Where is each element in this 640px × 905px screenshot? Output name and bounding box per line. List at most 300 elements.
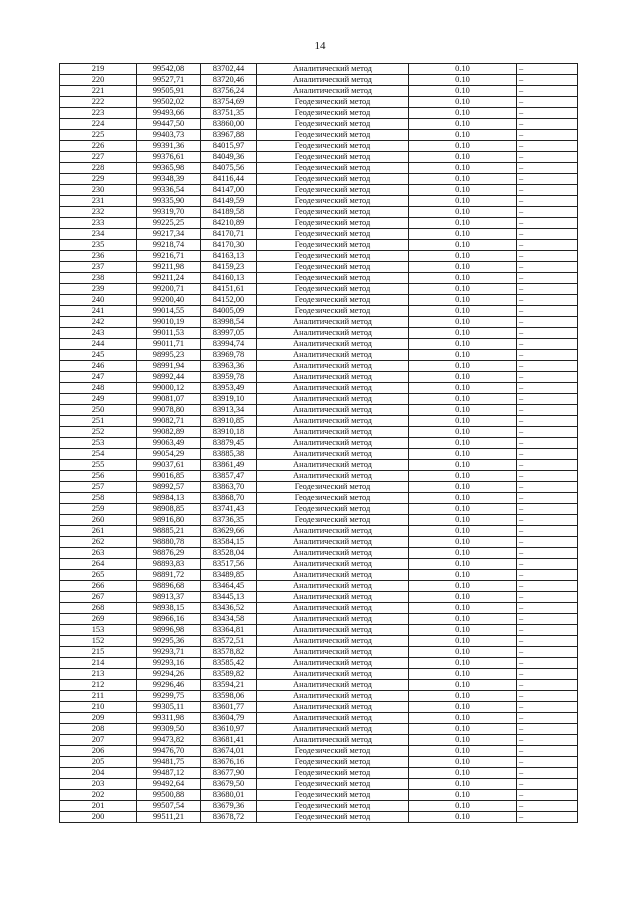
method-cell: Геодезический метод [257,119,409,130]
x-coordinate-cell: 98885,21 [137,526,201,537]
point-number-cell: 219 [60,64,137,75]
y-coordinate-cell: 83436,52 [201,603,257,614]
method-cell: Аналитический метод [257,570,409,581]
x-coordinate-cell: 99403,73 [137,130,201,141]
x-coordinate-cell: 99082,71 [137,416,201,427]
precision-cell: 0.10 [409,372,517,383]
note-cell: – [517,64,578,75]
table-row [60,383,578,394]
precision-cell: 0.10 [409,361,517,372]
precision-cell: 0.10 [409,768,517,779]
note-cell: – [517,746,578,757]
table-row [60,713,578,724]
y-coordinate-cell: 83674,01 [201,746,257,757]
point-number-cell: 263 [60,548,137,559]
precision-cell: 0.10 [409,295,517,306]
precision-cell: 0.10 [409,515,517,526]
x-coordinate-cell: 99527,71 [137,75,201,86]
note-cell: – [517,97,578,108]
precision-cell: 0.10 [409,449,517,460]
precision-cell: 0.10 [409,174,517,185]
x-coordinate-cell: 99000,12 [137,383,201,394]
note-cell: – [517,152,578,163]
table-row [60,603,578,614]
precision-cell: 0.10 [409,350,517,361]
y-coordinate-cell: 83861,49 [201,460,257,471]
table-row [60,471,578,482]
note-cell: – [517,779,578,790]
precision-cell: 0.10 [409,163,517,174]
precision-cell: 0.10 [409,405,517,416]
x-coordinate-cell: 98913,37 [137,592,201,603]
method-cell: Аналитический метод [257,603,409,614]
note-cell: – [517,680,578,691]
precision-cell: 0.10 [409,196,517,207]
x-coordinate-cell: 98992,57 [137,482,201,493]
y-coordinate-cell: 83681,41 [201,735,257,746]
table-row [60,64,578,75]
y-coordinate-cell: 83589,82 [201,669,257,680]
x-coordinate-cell: 99309,50 [137,724,201,735]
point-number-cell: 223 [60,108,137,119]
x-coordinate-cell: 99299,75 [137,691,201,702]
method-cell: Геодезический метод [257,152,409,163]
x-coordinate-cell: 98896,68 [137,581,201,592]
precision-cell: 0.10 [409,669,517,680]
point-number-cell: 234 [60,229,137,240]
point-number-cell: 201 [60,801,137,812]
point-number-cell: 246 [60,361,137,372]
method-cell: Геодезический метод [257,295,409,306]
table-row [60,361,578,372]
x-coordinate-cell: 98893,83 [137,559,201,570]
precision-cell: 0.10 [409,625,517,636]
x-coordinate-cell: 99493,66 [137,108,201,119]
note-cell: – [517,108,578,119]
method-cell: Геодезический метод [257,108,409,119]
method-cell: Геодезический метод [257,284,409,295]
precision-cell: 0.10 [409,603,517,614]
point-number-cell: 240 [60,295,137,306]
precision-cell: 0.10 [409,647,517,658]
coordinates-table [59,63,578,823]
table-row [60,108,578,119]
point-number-cell: 222 [60,97,137,108]
x-coordinate-cell: 99542,08 [137,64,201,75]
table-row [60,152,578,163]
y-coordinate-cell: 83517,56 [201,559,257,570]
x-coordinate-cell: 99376,61 [137,152,201,163]
point-number-cell: 205 [60,757,137,768]
x-coordinate-cell: 99081,07 [137,394,201,405]
precision-cell: 0.10 [409,658,517,669]
point-number-cell: 206 [60,746,137,757]
table-row [60,592,578,603]
table-row [60,427,578,438]
note-cell: – [517,702,578,713]
precision-cell: 0.10 [409,471,517,482]
x-coordinate-cell: 99295,36 [137,636,201,647]
y-coordinate-cell: 84147,00 [201,185,257,196]
table-row [60,130,578,141]
note-cell: – [517,119,578,130]
precision-cell: 0.10 [409,537,517,548]
y-coordinate-cell: 83680,01 [201,790,257,801]
table-row [60,537,578,548]
y-coordinate-cell: 83610,97 [201,724,257,735]
point-number-cell: 214 [60,658,137,669]
x-coordinate-cell: 99011,53 [137,328,201,339]
table-row [60,405,578,416]
note-cell: – [517,427,578,438]
x-coordinate-cell: 99016,85 [137,471,201,482]
table-row [60,702,578,713]
method-cell: Аналитический метод [257,559,409,570]
y-coordinate-cell: 83741,43 [201,504,257,515]
precision-cell: 0.10 [409,328,517,339]
note-cell: – [517,768,578,779]
x-coordinate-cell: 99348,39 [137,174,201,185]
y-coordinate-cell: 83578,82 [201,647,257,658]
point-number-cell: 227 [60,152,137,163]
point-number-cell: 260 [60,515,137,526]
note-cell: – [517,493,578,504]
y-coordinate-cell: 83857,47 [201,471,257,482]
point-number-cell: 209 [60,713,137,724]
note-cell: – [517,691,578,702]
precision-cell: 0.10 [409,801,517,812]
x-coordinate-cell: 99010,19 [137,317,201,328]
table-row [60,262,578,273]
note-cell: – [517,471,578,482]
x-coordinate-cell: 98992,44 [137,372,201,383]
method-cell: Аналитический метод [257,735,409,746]
precision-cell: 0.10 [409,504,517,515]
y-coordinate-cell: 84189,58 [201,207,257,218]
precision-cell: 0.10 [409,460,517,471]
method-cell: Аналитический метод [257,449,409,460]
note-cell: – [517,262,578,273]
y-coordinate-cell: 83994,74 [201,339,257,350]
point-number-cell: 266 [60,581,137,592]
note-cell: – [517,614,578,625]
table-row [60,559,578,570]
method-cell: Аналитический метод [257,713,409,724]
table-row [60,482,578,493]
precision-cell: 0.10 [409,97,517,108]
point-number-cell: 232 [60,207,137,218]
x-coordinate-cell: 98880,78 [137,537,201,548]
x-coordinate-cell: 99211,24 [137,273,201,284]
x-coordinate-cell: 99225,25 [137,218,201,229]
table-row [60,614,578,625]
page-number: 14 [314,40,326,52]
y-coordinate-cell: 83963,36 [201,361,257,372]
method-cell: Геодезический метод [257,207,409,218]
method-cell: Аналитический метод [257,581,409,592]
point-number-cell: 203 [60,779,137,790]
y-coordinate-cell: 83598,06 [201,691,257,702]
note-cell: – [517,724,578,735]
x-coordinate-cell: 99391,36 [137,141,201,152]
x-coordinate-cell: 98984,13 [137,493,201,504]
table-row [60,306,578,317]
note-cell: – [517,526,578,537]
note-cell: – [517,141,578,152]
precision-cell: 0.10 [409,493,517,504]
point-number-cell: 225 [60,130,137,141]
point-number-cell: 200 [60,812,137,823]
x-coordinate-cell: 98991,94 [137,361,201,372]
x-coordinate-cell: 99054,29 [137,449,201,460]
y-coordinate-cell: 83919,10 [201,394,257,405]
method-cell: Геодезический метод [257,768,409,779]
note-cell: – [517,218,578,229]
x-coordinate-cell: 98891,72 [137,570,201,581]
x-coordinate-cell: 99200,71 [137,284,201,295]
table-row [60,669,578,680]
note-cell: – [517,636,578,647]
point-number-cell: 255 [60,460,137,471]
note-cell: – [517,372,578,383]
note-cell: – [517,75,578,86]
method-cell: Геодезический метод [257,163,409,174]
y-coordinate-cell: 83601,77 [201,702,257,713]
table-row [60,515,578,526]
method-cell: Геодезический метод [257,251,409,262]
precision-cell: 0.10 [409,790,517,801]
y-coordinate-cell: 83434,58 [201,614,257,625]
table-row [60,174,578,185]
point-number-cell: 264 [60,559,137,570]
y-coordinate-cell: 83754,69 [201,97,257,108]
precision-cell: 0.10 [409,757,517,768]
x-coordinate-cell: 99294,26 [137,669,201,680]
note-cell: – [517,537,578,548]
point-number-cell: 237 [60,262,137,273]
precision-cell: 0.10 [409,548,517,559]
precision-cell: 0.10 [409,482,517,493]
method-cell: Геодезический метод [257,185,409,196]
table-row [60,570,578,581]
y-coordinate-cell: 84210,89 [201,218,257,229]
note-cell: – [517,658,578,669]
method-cell: Геодезический метод [257,790,409,801]
point-number-cell: 241 [60,306,137,317]
y-coordinate-cell: 83572,51 [201,636,257,647]
x-coordinate-cell: 99319,70 [137,207,201,218]
x-coordinate-cell: 99216,71 [137,251,201,262]
point-number-cell: 256 [60,471,137,482]
precision-cell: 0.10 [409,812,517,823]
precision-cell: 0.10 [409,581,517,592]
y-coordinate-cell: 84149,59 [201,196,257,207]
point-number-cell: 236 [60,251,137,262]
note-cell: – [517,790,578,801]
point-number-cell: 247 [60,372,137,383]
method-cell: Аналитический метод [257,460,409,471]
y-coordinate-cell: 84005,09 [201,306,257,317]
x-coordinate-cell: 99311,98 [137,713,201,724]
note-cell: – [517,383,578,394]
method-cell: Аналитический метод [257,471,409,482]
point-number-cell: 204 [60,768,137,779]
x-coordinate-cell: 98995,23 [137,350,201,361]
table-row [60,317,578,328]
point-number-cell: 221 [60,86,137,97]
y-coordinate-cell: 83969,78 [201,350,257,361]
point-number-cell: 230 [60,185,137,196]
note-cell: – [517,207,578,218]
method-cell: Геодезический метод [257,218,409,229]
table-row [60,328,578,339]
table-row [60,207,578,218]
point-number-cell: 213 [60,669,137,680]
table-row [60,691,578,702]
x-coordinate-cell: 98908,85 [137,504,201,515]
precision-cell: 0.10 [409,218,517,229]
y-coordinate-cell: 83910,85 [201,416,257,427]
precision-cell: 0.10 [409,251,517,262]
y-coordinate-cell: 83629,66 [201,526,257,537]
point-number-cell: 242 [60,317,137,328]
y-coordinate-cell: 84151,61 [201,284,257,295]
precision-cell: 0.10 [409,317,517,328]
precision-cell: 0.10 [409,394,517,405]
point-number-cell: 212 [60,680,137,691]
method-cell: Аналитический метод [257,438,409,449]
method-cell: Аналитический метод [257,339,409,350]
method-cell: Геодезический метод [257,746,409,757]
point-number-cell: 254 [60,449,137,460]
table-row [60,460,578,471]
y-coordinate-cell: 83953,49 [201,383,257,394]
precision-cell: 0.10 [409,306,517,317]
method-cell: Аналитический метод [257,86,409,97]
table-row [60,185,578,196]
y-coordinate-cell: 83967,88 [201,130,257,141]
x-coordinate-cell: 99500,88 [137,790,201,801]
x-coordinate-cell: 99037,61 [137,460,201,471]
method-cell: Аналитический метод [257,625,409,636]
note-cell: – [517,163,578,174]
table-row [60,119,578,130]
coordinates-table-body [60,64,578,823]
note-cell: – [517,647,578,658]
table-row [60,757,578,768]
x-coordinate-cell: 99507,54 [137,801,201,812]
method-cell: Аналитический метод [257,416,409,427]
precision-cell: 0.10 [409,185,517,196]
note-cell: – [517,438,578,449]
x-coordinate-cell: 99502,02 [137,97,201,108]
method-cell: Аналитический метод [257,427,409,438]
precision-cell: 0.10 [409,746,517,757]
method-cell: Аналитический метод [257,724,409,735]
note-cell: – [517,515,578,526]
note-cell: – [517,405,578,416]
table-row [60,86,578,97]
point-number-cell: 243 [60,328,137,339]
x-coordinate-cell: 99336,54 [137,185,201,196]
x-coordinate-cell: 99511,21 [137,812,201,823]
precision-cell: 0.10 [409,130,517,141]
point-number-cell: 211 [60,691,137,702]
y-coordinate-cell: 83676,16 [201,757,257,768]
precision-cell: 0.10 [409,141,517,152]
note-cell: – [517,317,578,328]
table-row [60,493,578,504]
point-number-cell: 251 [60,416,137,427]
method-cell: Аналитический метод [257,592,409,603]
precision-cell: 0.10 [409,592,517,603]
precision-cell: 0.10 [409,702,517,713]
note-cell: – [517,339,578,350]
table-row [60,658,578,669]
method-cell: Геодезический метод [257,97,409,108]
note-cell: – [517,592,578,603]
table-row [60,339,578,350]
table-row [60,548,578,559]
precision-cell: 0.10 [409,229,517,240]
y-coordinate-cell: 83863,70 [201,482,257,493]
x-coordinate-cell: 99011,71 [137,339,201,350]
method-cell: Аналитический метод [257,702,409,713]
y-coordinate-cell: 84152,00 [201,295,257,306]
note-cell: – [517,174,578,185]
note-cell: – [517,295,578,306]
method-cell: Геодезический метод [257,812,409,823]
method-cell: Геодезический метод [257,515,409,526]
method-cell: Аналитический метод [257,658,409,669]
table-row [60,75,578,86]
method-cell: Геодезический метод [257,240,409,251]
x-coordinate-cell: 99014,55 [137,306,201,317]
y-coordinate-cell: 84170,30 [201,240,257,251]
y-coordinate-cell: 83868,70 [201,493,257,504]
point-number-cell: 245 [60,350,137,361]
note-cell: – [517,504,578,515]
point-number-cell: 228 [60,163,137,174]
x-coordinate-cell: 99476,70 [137,746,201,757]
x-coordinate-cell: 99200,40 [137,295,201,306]
table-row [60,295,578,306]
precision-cell: 0.10 [409,570,517,581]
precision-cell: 0.10 [409,680,517,691]
point-number-cell: 269 [60,614,137,625]
method-cell: Геодезический метод [257,801,409,812]
point-number-cell: 238 [60,273,137,284]
x-coordinate-cell: 99211,98 [137,262,201,273]
y-coordinate-cell: 83489,85 [201,570,257,581]
method-cell: Геодезический метод [257,196,409,207]
precision-cell: 0.10 [409,691,517,702]
method-cell: Геодезический метод [257,757,409,768]
y-coordinate-cell: 83364,81 [201,625,257,636]
table-row [60,97,578,108]
x-coordinate-cell: 98996,98 [137,625,201,636]
point-number-cell: 252 [60,427,137,438]
note-cell: – [517,86,578,97]
y-coordinate-cell: 84015,97 [201,141,257,152]
point-number-cell: 259 [60,504,137,515]
note-cell: – [517,449,578,460]
note-cell: – [517,801,578,812]
note-cell: – [517,240,578,251]
point-number-cell: 262 [60,537,137,548]
precision-cell: 0.10 [409,383,517,394]
point-number-cell: 202 [60,790,137,801]
